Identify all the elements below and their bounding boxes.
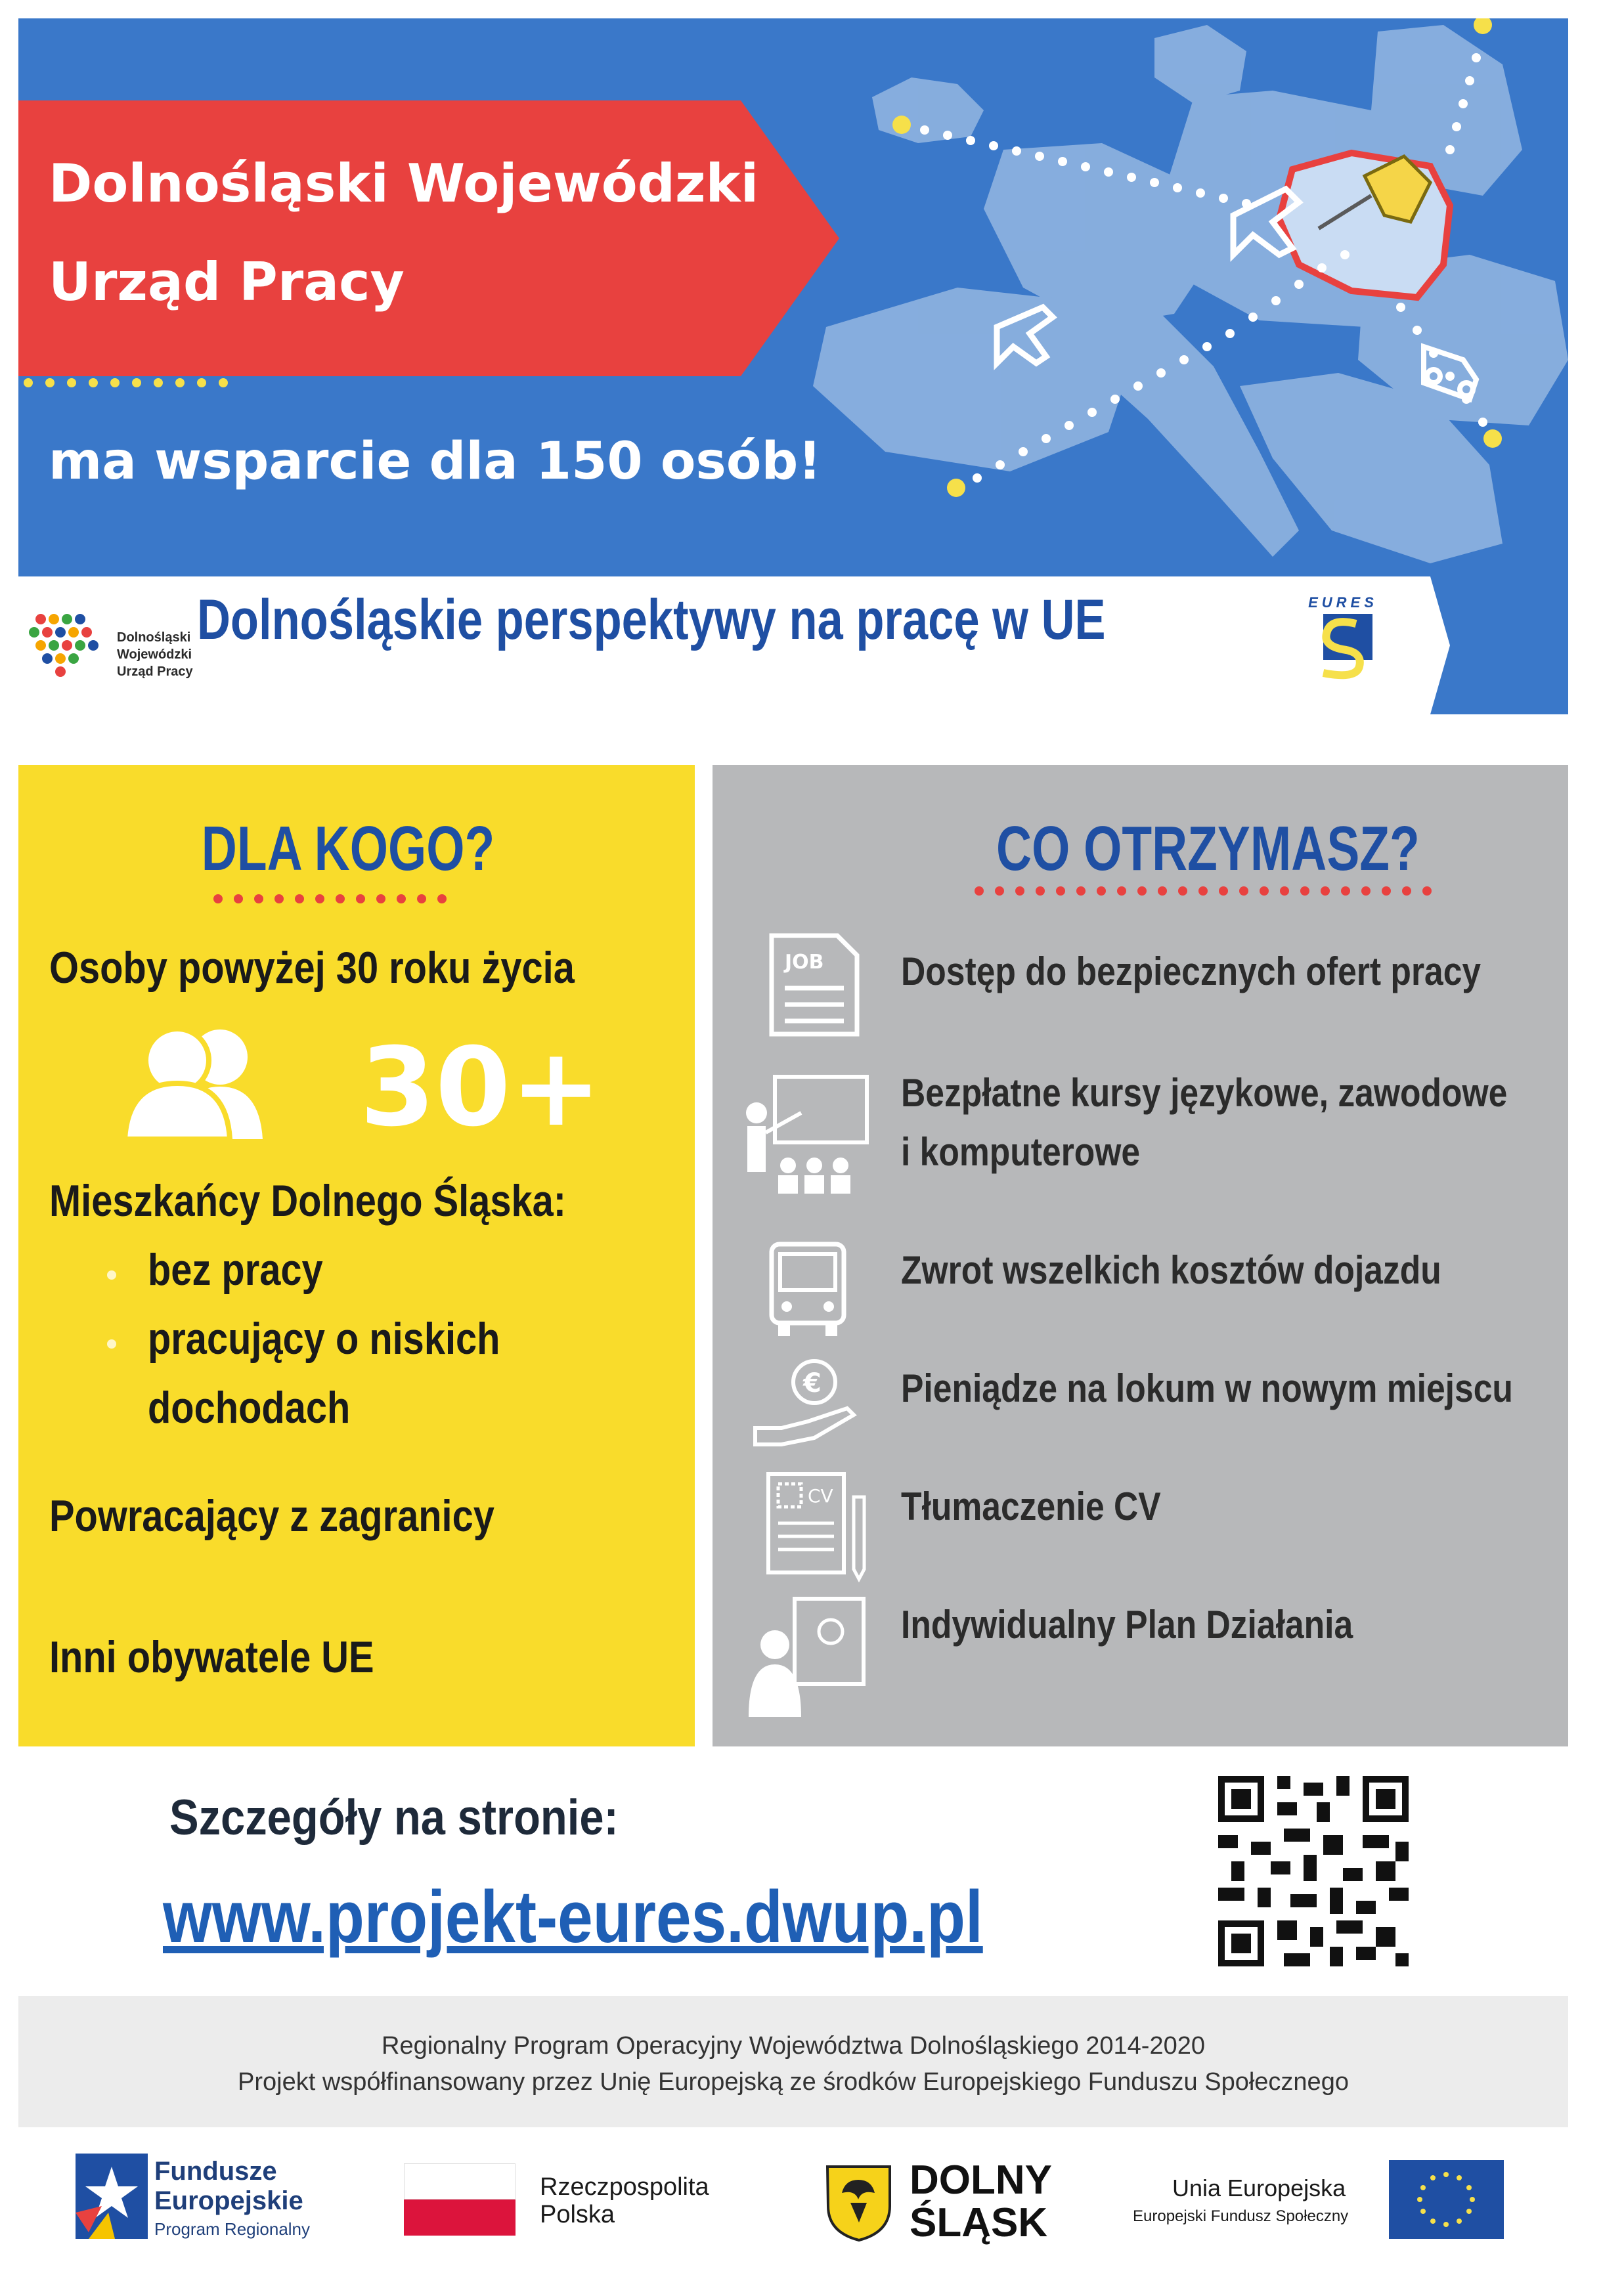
residents-heading: Mieszkańcy Dolnego Śląska: — [49, 1176, 567, 1226]
target-group-title: DLA KOGO? — [201, 813, 495, 884]
project-website-link[interactable]: www.projekt-eures.dwup.pl — [163, 1876, 983, 1958]
residents-low-income-line1: pracujący o niskich — [148, 1314, 500, 1364]
benefit-courses-line2: i komputerowe — [901, 1130, 1141, 1174]
eures-label: EURES — [1308, 594, 1378, 611]
bullet-dot — [107, 1339, 116, 1349]
project-title: Dolnośląskie perspektywy na pracę w UE — [197, 588, 1106, 651]
hero-title-line2: Urząd Pracy — [49, 251, 405, 313]
europe-map-illustration — [787, 18, 1568, 596]
target-age-heading: Osoby powyżej 30 roku życia — [49, 943, 575, 993]
cv-icon-label: CV — [808, 1485, 833, 1507]
dwup-logo-text-1: Dolnośląski — [117, 630, 191, 645]
footer-program-line: Regionalny Program Operacyjny Województwa Dolnośląskiego 2014-2020 — [382, 2032, 1205, 2060]
dwup-logo — [21, 609, 113, 682]
residents-unemployed: bez pracy — [148, 1245, 323, 1295]
eu-flag — [1389, 2160, 1504, 2239]
benefit-action-plan: Indywidualny Plan Działania — [901, 1603, 1353, 1647]
returning-from-abroad: Powracający z zagranicy — [49, 1491, 494, 1541]
footer-funding-line: Projekt współfinansowany przez Unię Europejską ze środków Europejskiego Funduszu Społecznego — [238, 2068, 1349, 2096]
benefit-job-offers: Dostęp do bezpiecznych ofert pracy — [901, 949, 1481, 993]
bullet-dot — [107, 1270, 116, 1280]
ue-logo-line2: Europejski Fundusz Społeczny — [1133, 2207, 1349, 2225]
ds-logo-line2: ŚLĄSK — [910, 2200, 1048, 2245]
euro-hand-icon — [752, 1356, 864, 1454]
residents-low-income-line2: dochodach — [148, 1383, 351, 1433]
fe-logo-line2: Europejskie — [154, 2186, 303, 2215]
red-dot-divider — [213, 894, 447, 903]
cv-document-icon — [765, 1471, 870, 1582]
training-class-icon — [742, 1073, 873, 1195]
polish-flag — [404, 2163, 516, 2236]
job-icon-label: JOB — [785, 951, 824, 974]
fe-logo-line3: Program Regionalny — [154, 2219, 311, 2239]
qr-code[interactable] — [1218, 1776, 1409, 1966]
hero-title-line1: Dolnośląski Wojewódzki — [49, 153, 759, 214]
footer-program-bar — [18, 1996, 1568, 2127]
yellow-dot-divider — [24, 378, 228, 387]
benefit-travel-costs: Zwrot wszelkich kosztów dojazdu — [901, 1248, 1441, 1292]
eures-logo — [1304, 594, 1382, 693]
job-document-icon — [765, 932, 864, 1037]
fundusze-europejskie-logo — [76, 2154, 148, 2239]
dwup-logo-text-2: Wojewódzki — [117, 647, 192, 662]
target-group-panel — [18, 765, 695, 1746]
dolny-slask-crest — [824, 2163, 893, 2242]
title-arrow-shape — [18, 100, 839, 376]
other-eu-citizens: Inni obywatele UE — [49, 1632, 374, 1682]
benefit-housing: Pieniądze na lokum w nowym miejscu — [901, 1366, 1513, 1410]
svg-text:€: € — [803, 1368, 822, 1398]
details-label: Szczegóły na stronie: — [169, 1790, 619, 1846]
eures-s-icon — [1310, 614, 1376, 686]
red-dot-divider — [975, 886, 1432, 896]
bus-icon — [762, 1241, 854, 1339]
hero-subtitle: ma wsparcie dla 150 osób! — [49, 432, 822, 491]
person-idea-icon — [749, 1595, 867, 1717]
rp-logo-line2: Polska — [540, 2201, 615, 2228]
benefit-courses-line1: Bezpłatne kursy językowe, zawodowe — [901, 1071, 1508, 1115]
dwup-logo-text-3: Urząd Pracy — [117, 664, 193, 679]
ue-logo-line1: Unia Europejska — [1172, 2175, 1346, 2201]
age-badge: 30+ — [360, 1024, 602, 1150]
rp-logo-line1: Rzeczpospolita — [540, 2173, 709, 2201]
ds-logo-line1: DOLNY — [910, 2157, 1052, 2203]
benefits-title: CO OTRZYMASZ? — [996, 813, 1420, 884]
people-icon — [125, 1024, 269, 1139]
benefit-cv-translation: Tłumaczenie CV — [901, 1484, 1161, 1528]
fe-logo-line1: Fundusze — [154, 2157, 277, 2186]
